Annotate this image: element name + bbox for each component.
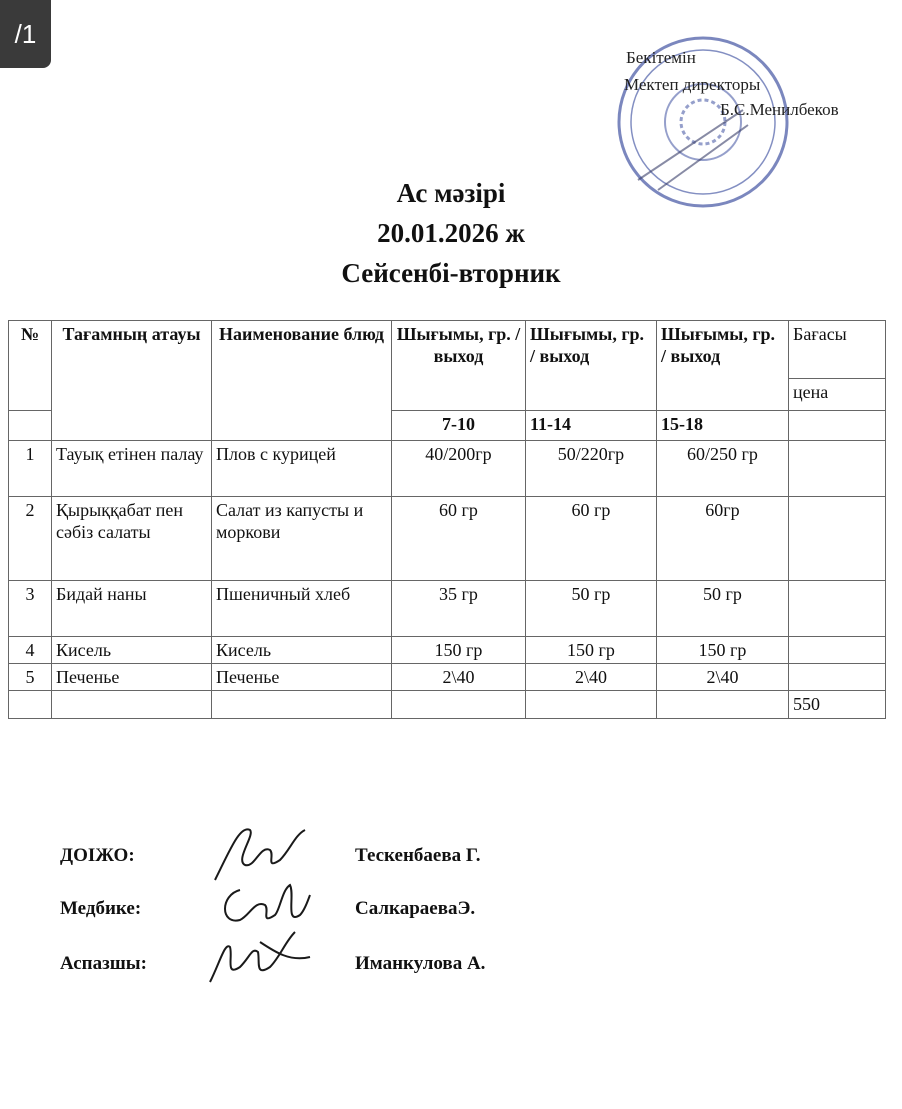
page-counter-badge: /1 <box>0 0 51 68</box>
handwritten-signature-3 <box>200 922 320 992</box>
table-row <box>9 664 886 691</box>
row-output-7-10: 35 гр <box>392 581 526 637</box>
row-dish-kz: Бидай наны <box>52 581 212 637</box>
table-row <box>9 441 886 497</box>
header-dish-name-ru: Наименование блюд <box>212 321 392 441</box>
row-output-15-18: 2\40 <box>657 664 789 691</box>
row-dish-ru: Пшеничный хлеб <box>212 581 392 637</box>
row-number: 3 <box>9 581 52 637</box>
signature-name-doizho: Тескенбаева Г. <box>355 845 481 866</box>
total-empty-cell <box>9 691 52 719</box>
menu-weekday: Сейсенбі-вторник <box>341 258 561 288</box>
menu-title: Ас мәзірі <box>396 178 506 208</box>
row-output-15-18: 150 гр <box>657 637 789 664</box>
row-output-15-18: 50 гр <box>657 581 789 637</box>
signature-role-aspazshy: Аспазшы: <box>60 953 147 974</box>
row-price <box>789 664 886 691</box>
row-price <box>789 581 886 637</box>
header-dish-name-kz: Тағамның атауы <box>52 321 212 441</box>
row-number: 5 <box>9 664 52 691</box>
header-price-kz: Бағасы <box>789 321 886 379</box>
row-number: 2 <box>9 497 52 581</box>
signature-name-aspazshy: Иманкулова А. <box>355 953 486 974</box>
approval-director-name: Б.С.Менилбеков <box>720 100 839 119</box>
row-output-7-10: 40/200гр <box>392 441 526 497</box>
table-row <box>9 497 886 581</box>
total-price: 550 <box>789 691 886 719</box>
table-row <box>9 637 886 664</box>
row-dish-ru: Салат из капусты и моркови <box>212 497 392 581</box>
row-output-7-10: 2\40 <box>392 664 526 691</box>
row-dish-ru: Кисель <box>212 637 392 664</box>
row-output-7-10: 150 гр <box>392 637 526 664</box>
table-row <box>9 581 886 637</box>
menu-date: 20.01.2026 ж <box>377 218 525 248</box>
row-number: 1 <box>9 441 52 497</box>
menu-table <box>8 320 886 719</box>
row-dish-kz: Печенье <box>52 664 212 691</box>
signature-role-doizho: ДОІЖО: <box>60 845 135 866</box>
header-price-blank <box>789 411 886 441</box>
row-dish-kz: Қырыққабат пен сәбіз салаты <box>52 497 212 581</box>
header-number: № <box>9 321 52 411</box>
total-empty-cell <box>526 691 657 719</box>
header-price-ru: цена <box>789 379 886 411</box>
header-age-7-10: 7-10 <box>392 411 526 441</box>
row-dish-ru: Печенье <box>212 664 392 691</box>
total-empty-cell <box>52 691 212 719</box>
header-number-blank <box>9 411 52 441</box>
row-dish-kz: Кисель <box>52 637 212 664</box>
header-output-11-14: Шығымы, гр. / выход <box>526 321 657 411</box>
row-output-11-14: 2\40 <box>526 664 657 691</box>
header-age-11-14: 11-14 <box>526 411 657 441</box>
approval-position: Мектеп директоры <box>624 75 761 94</box>
row-output-11-14: 60 гр <box>526 497 657 581</box>
row-price <box>789 441 886 497</box>
row-dish-ru: Плов с курицей <box>212 441 392 497</box>
total-empty-cell <box>212 691 392 719</box>
row-dish-kz: Тауық етінен палау <box>52 441 212 497</box>
signature-name-medbike: СалкараеваЭ. <box>355 898 476 919</box>
header-output-15-18: Шығымы, гр. / выход <box>657 321 789 411</box>
approval-title: Бекітемін <box>626 48 696 67</box>
row-output-15-18: 60гр <box>657 497 789 581</box>
row-output-11-14: 50/220гр <box>526 441 657 497</box>
total-empty-cell <box>657 691 789 719</box>
header-age-15-18: 15-18 <box>657 411 789 441</box>
total-empty-cell <box>392 691 526 719</box>
row-number: 4 <box>9 637 52 664</box>
header-output-7-10: Шығымы, гр. / выход <box>392 321 526 411</box>
table-total-row <box>9 691 886 719</box>
row-output-7-10: 60 гр <box>392 497 526 581</box>
row-price <box>789 497 886 581</box>
row-output-15-18: 60/250 гр <box>657 441 789 497</box>
row-price <box>789 637 886 664</box>
row-output-11-14: 150 гр <box>526 637 657 664</box>
signature-role-medbike: Медбике: <box>60 898 142 919</box>
row-output-11-14: 50 гр <box>526 581 657 637</box>
